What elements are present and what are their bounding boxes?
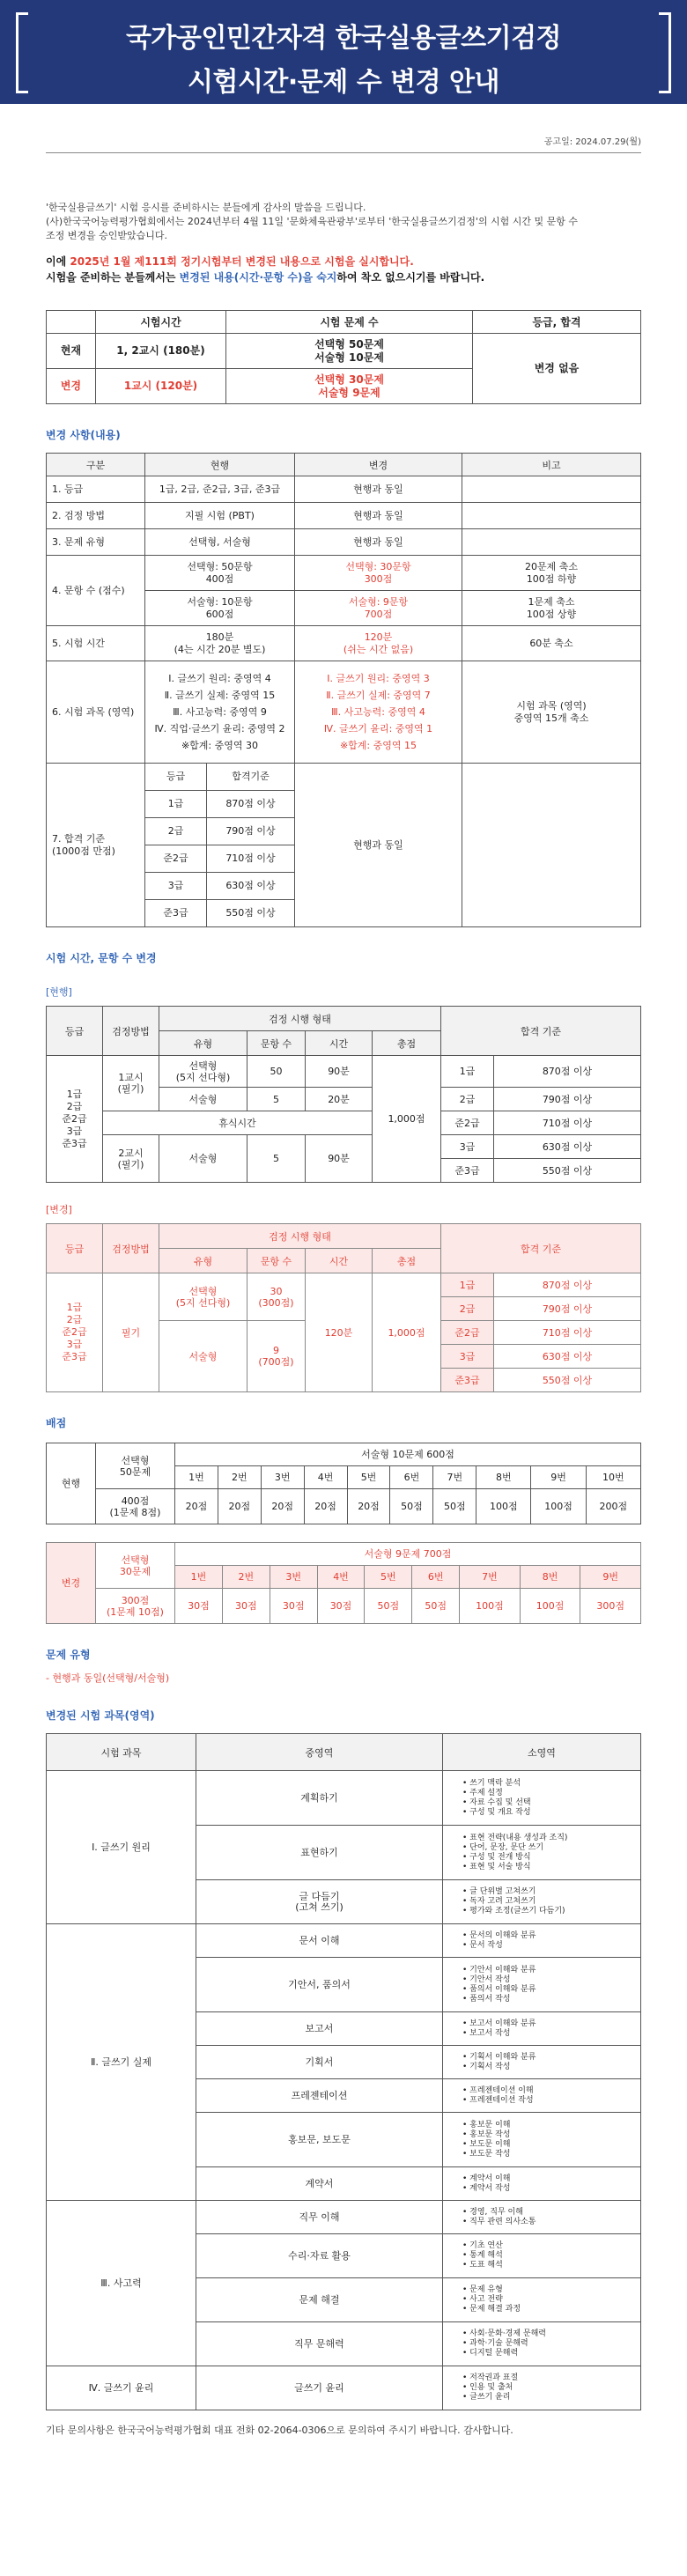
question-points: 100점 (476, 1489, 531, 1524)
subject-name: Ⅲ. 사고력 (47, 2201, 196, 2366)
sub-area-item: • 글 단위별 고쳐쓰기 (462, 1887, 633, 1897)
section-title: 변경 사항(내용) (46, 429, 121, 441)
question-number: 10번 (586, 1466, 640, 1489)
sub-area-item: • 표현 및 서술 방식 (462, 1863, 633, 1872)
summary-grade: 변경 없음 (473, 334, 641, 404)
changes-note: 시험 과목 (영역) 중영역 15개 축소 (462, 661, 641, 764)
pass-grade: 1급 (441, 1273, 494, 1297)
question-number: 3번 (270, 1566, 317, 1589)
section-title: 문제 유형 (46, 1649, 91, 1661)
period: 2교시 (필기) (103, 1135, 159, 1183)
col-header: 총점 (373, 1031, 441, 1056)
score-changed-table (46, 1542, 641, 1624)
question-number: 7번 (433, 1466, 476, 1489)
table-row (47, 2366, 641, 2410)
sub-area-item: • 인용 및 출처 (462, 2383, 633, 2393)
question-number: 1번 (175, 1466, 218, 1489)
changes-label: 2. 검정 방법 (47, 503, 145, 529)
sub-area-item: • 문서의 이해와 분류 (462, 1931, 633, 1941)
changes-label: 4. 문항 수 (점수) (47, 556, 145, 626)
pass-grade: 준2급 (441, 1321, 494, 1345)
col-header: 합격 기준 (441, 1007, 641, 1056)
question-points: 20점 (347, 1489, 390, 1524)
sub-area-list (443, 1958, 641, 2012)
changes-current: Ⅰ. 글쓰기 원리: 중영역 4 Ⅱ. 글쓰기 실제: 중영역 15 Ⅲ. 사고능력: 중영역 9 Ⅳ. 직업·글쓰기 윤리: 중영역 2 ※합계: 중영역 30 (145, 661, 295, 764)
essay-desc: 서술형 10문제 600점 (175, 1443, 641, 1466)
summary-header: 등급, 합격 (473, 311, 641, 334)
grade-list: 1급 2급 준2급 3급 준3급 (47, 1056, 103, 1183)
changes-table (46, 453, 641, 927)
sub-area-list (443, 1924, 641, 1958)
notice-text (46, 254, 641, 285)
summary-header: 시험시간 (96, 311, 226, 334)
question-number: 5번 (347, 1466, 390, 1489)
sub-area-item: • 계약서 이해 (462, 2174, 633, 2184)
select-points: 300점 (1문제 10점) (96, 1589, 175, 1624)
sub-area-item: • 단어, 문장, 문단 쓰기 (462, 1843, 633, 1853)
sub-area-list (443, 2167, 641, 2201)
section-title: 변경된 시험 과목(영역) (46, 1709, 155, 1722)
question-number: 9번 (531, 1466, 586, 1489)
sub-area-item: • 문제 유형 (462, 2285, 633, 2295)
col-header: 등급 (47, 1007, 103, 1056)
pass-score: 790점 이상 (494, 1297, 641, 1321)
grade-list: 1급 2급 준2급 3급 준3급 (47, 1273, 103, 1392)
pass-score: 870점 이상 (494, 1273, 641, 1297)
notice-highlight-blue: 변경된 내용(시간·문항 수)을 숙지 (179, 271, 337, 284)
sub-area-list (443, 2113, 641, 2167)
sub-area-item: • 기안서 작성 (462, 1975, 633, 1985)
question-points: 300점 (580, 1589, 641, 1624)
mid-area: 직무 문해력 (196, 2322, 443, 2366)
pass-grade: 준2급 (441, 1111, 494, 1135)
sub-area-item: • 기획서 작성 (462, 2063, 633, 2072)
question-type-text: - 현행과 동일(선택형/서술형) (46, 1672, 170, 1684)
sub-area-item: • 품의서 이해와 분류 (462, 1985, 633, 1995)
pass-score: 630점 이상 (494, 1345, 641, 1369)
table-row (47, 1924, 641, 1958)
question-number: 6번 (412, 1566, 460, 1589)
sub-area-item: • 평가와 조정(글쓰기 다듬기) (462, 1907, 633, 1916)
period: 1교시 (필기) (103, 1056, 159, 1111)
changes-header: 비고 (462, 454, 641, 476)
col-header: 검정 시행 형태 (159, 1224, 441, 1249)
question-points: 100점 (460, 1589, 521, 1624)
score-row-label: 변경 (47, 1543, 96, 1624)
changes-label: 3. 문제 유형 (47, 529, 145, 556)
question-points: 30점 (222, 1589, 270, 1624)
pass-grade: 2급 (441, 1297, 494, 1321)
notice-part: 시험을 준비하는 분들께서는 (46, 271, 180, 284)
col-header: 유형 (159, 1031, 247, 1056)
question-points: 20점 (261, 1489, 304, 1524)
pass-score: 710점 이상 (494, 1111, 641, 1135)
time-cell: 20분 (306, 1088, 373, 1111)
col-header: 합격 기준 (441, 1224, 641, 1273)
subject-name: Ⅳ. 글쓰기 윤리 (47, 2366, 196, 2410)
sub-area-item: • 보도문 이해 (462, 2140, 633, 2150)
mid-area: 기안서, 품의서 (196, 1958, 443, 2012)
question-points: 20점 (218, 1489, 261, 1524)
type-cell: 서술형 (159, 1321, 247, 1392)
col-header: 소영역 (443, 1734, 641, 1771)
sub-area-item: • 기획서 이해와 분류 (462, 2053, 633, 2063)
page-title-line2: 시험시간·문제 수 변경 안내 (187, 67, 499, 98)
sub-area-list (443, 1826, 641, 1880)
changes-label: 7. 합격 기준 (1000점 만점) (47, 764, 145, 927)
sub-area-item: • 쓰기 맥락 분석 (462, 1779, 633, 1789)
footer-contact: 기타 문의사항은 한국국어능력평가협회 대표 전화 02-2064-0306으로 문의하여 주시기 바랍니다. 감사합니다. (46, 2425, 513, 2436)
count-cell: 5 (247, 1088, 306, 1111)
notice-highlight-red: 2025년 1월 제111회 정기시험부터 변경된 내용으로 시험을 실시합니다. (70, 255, 414, 268)
summary-header: 시험 문제 수 (226, 311, 473, 334)
pass-grade: 2급 (441, 1088, 494, 1111)
sub-area-item: • 저작권과 표절 (462, 2373, 633, 2383)
question-points: 100점 (520, 1589, 580, 1624)
sub-area-item: • 계약서 작성 (462, 2184, 633, 2194)
changes-note: 1문제 축소 100점 상향 (462, 591, 641, 626)
mid-area: 수리·자료 활용 (196, 2234, 443, 2278)
count-cell: 5 (247, 1135, 306, 1183)
changes-note (462, 476, 641, 503)
pass-grade: 3급 (441, 1345, 494, 1369)
sub-area-list (443, 2201, 641, 2234)
select-type: 선택형 30문제 (96, 1543, 175, 1589)
summary-questions: 선택형 50문제 서술형 10문제 (226, 334, 473, 369)
col-header: 중영역 (196, 1734, 443, 1771)
mid-area: 글쓰기 윤리 (196, 2366, 443, 2410)
section-title: 시험 시간, 문항 수 변경 (46, 952, 157, 964)
sub-area-list (443, 2278, 641, 2322)
question-number: 4번 (317, 1566, 365, 1589)
pass-score: 550점 이상 (494, 1159, 641, 1183)
select-type: 선택형 50문제 (96, 1443, 175, 1489)
question-points: 50점 (390, 1489, 433, 1524)
sub-area-item: • 홍보문 작성 (462, 2130, 633, 2140)
question-number: 2번 (222, 1566, 270, 1589)
summary-row-label: 현재 (47, 334, 96, 369)
mid-area: 보고서 (196, 2012, 443, 2046)
col-header: 시간 (306, 1249, 373, 1273)
changes-label: 6. 시험 과목 (영역) (47, 661, 145, 764)
pass-grade: 1급 (441, 1056, 494, 1088)
question-number: 2번 (218, 1466, 261, 1489)
mid-area: 표현하기 (196, 1826, 443, 1880)
question-number: 4번 (304, 1466, 347, 1489)
sub-area-item: • 프레젠테이션 이해 (462, 2086, 633, 2096)
sub-area-item: • 직무 관련 의사소통 (462, 2218, 633, 2227)
changed-label: [변경] (46, 1204, 72, 1215)
method-cell: 필기 (103, 1273, 159, 1392)
summary-row-label: 변경 (47, 369, 96, 404)
pass-grade: 3급 (441, 1135, 494, 1159)
sub-area-item: • 주제 설정 (462, 1789, 633, 1798)
sub-area-item: • 표현 전략(내용 생성과 조직) (462, 1834, 633, 1843)
table-row (47, 2201, 641, 2234)
sub-area-item: • 사회·문화·경제 문해력 (462, 2329, 633, 2339)
sub-area-item: • 독자 고려 고쳐쓰기 (462, 1897, 633, 1907)
changes-header: 구분 (47, 454, 145, 476)
notice-part: 이에 (46, 255, 70, 268)
publish-date: 공고일: 2024.07.29(월) (543, 137, 641, 147)
header-banner (0, 0, 687, 104)
sub-area-list (443, 1771, 641, 1826)
col-header: 총점 (373, 1249, 441, 1273)
sub-area-item: • 보고서 이해와 분류 (462, 2019, 633, 2029)
sub-area-item: • 자료 수집 및 선택 (462, 1798, 633, 1808)
col-header: 시간 (306, 1031, 373, 1056)
total-cell: 1,000점 (373, 1273, 441, 1392)
changes-current: 서술형: 10문항 600점 (145, 591, 295, 626)
mid-area: 기획서 (196, 2046, 443, 2079)
changes-new: 선택형: 30문항 300점 (295, 556, 462, 591)
pass-criteria-table: 등급 합격기준 1급 870점 이상 2급 790점 이상 준2급 710점 이상 3급 630점 이상 준3급 550점 이상 (144, 763, 295, 927)
changes-header: 현행 (145, 454, 295, 476)
mid-area: 프레젠테이션 (196, 2079, 443, 2113)
intro-line: 조정 변경을 승인받았습니다. (46, 230, 168, 241)
changes-header: 변경 (295, 454, 462, 476)
pass-score: 550점 이상 (494, 1369, 641, 1392)
sub-area-item: • 구성 및 전개 방식 (462, 1853, 633, 1863)
count-cell: 9 (700점) (247, 1321, 306, 1392)
sub-area-list (443, 2322, 641, 2366)
pass-score: 870점 이상 (494, 1056, 641, 1088)
subjects-table (46, 1733, 641, 2410)
sub-area-list (443, 1880, 641, 1924)
sub-area-item: • 기초 연산 (462, 2241, 633, 2251)
current-label: [현행] (46, 986, 72, 998)
intro-line: '한국실용글쓰기' 시험 응시를 준비하시는 분들에게 감사의 말씀을 드립니다. (46, 202, 366, 213)
col-header: 검정방법 (103, 1007, 159, 1056)
changes-note (462, 503, 641, 529)
col-header: 시험 과목 (47, 1734, 196, 1771)
mid-area: 계약서 (196, 2167, 443, 2201)
sub-area-item: • 구성 및 개요 작성 (462, 1808, 633, 1818)
score-row-label: 현행 (47, 1443, 96, 1524)
sub-area-item: • 품의서 작성 (462, 1995, 633, 2004)
essay-desc: 서술형 9문제 700점 (175, 1543, 641, 1566)
sub-area-item: • 디지털 문해력 (462, 2349, 633, 2358)
intro-text (46, 201, 641, 243)
count-cell: 50 (247, 1056, 306, 1088)
changes-current: 선택형: 50문항 400점 (145, 556, 295, 591)
changes-new: 현행과 동일 (295, 764, 462, 927)
sub-area-item: • 글쓰기 윤리 (462, 2393, 633, 2403)
question-points: 50점 (433, 1489, 476, 1524)
pass-grade: 준3급 (441, 1159, 494, 1183)
changes-note (462, 764, 641, 927)
sub-area-item: • 문서 작성 (462, 1941, 633, 1951)
changes-label: 5. 시험 시간 (47, 626, 145, 661)
score-current-table (46, 1443, 641, 1524)
changes-current: 선택형, 서술형 (145, 529, 295, 556)
sub-area-list (443, 2366, 641, 2410)
sub-area-item: • 과학·기술 문해력 (462, 2339, 633, 2349)
summary-header (47, 311, 96, 334)
subject-name: Ⅰ. 글쓰기 원리 (47, 1771, 196, 1924)
sub-area-item: • 보도문 작성 (462, 2150, 633, 2159)
question-points: 100점 (531, 1489, 586, 1524)
time-cell: 90분 (306, 1135, 373, 1183)
changes-current: 180분 (4는 시간 20분 별도) (145, 626, 295, 661)
pass-score: 790점 이상 (494, 1088, 641, 1111)
changes-new: 120분 (쉬는 시간 없음) (295, 626, 462, 661)
type-cell: 선택형 (5지 선다형) (159, 1056, 247, 1088)
changes-note: 20문제 축소 100점 하향 (462, 556, 641, 591)
sub-area-list (443, 2046, 641, 2079)
time-cell: 90분 (306, 1056, 373, 1088)
sub-area-item: • 사고 전략 (462, 2295, 633, 2305)
sub-area-item: • 문제 해결 과정 (462, 2305, 633, 2314)
time-cell: 120분 (306, 1273, 373, 1392)
col-header: 등급 (47, 1224, 103, 1273)
type-cell: 선택형 (5지 선다형) (159, 1273, 247, 1321)
summary-time: 1교시 (120분) (96, 369, 226, 404)
summary-questions: 선택형 30문제 서술형 9문제 (226, 369, 473, 404)
sub-area-list (443, 2234, 641, 2278)
changes-new: 현행과 동일 (295, 476, 462, 503)
changes-current: 지필 시험 (PBT) (145, 503, 295, 529)
col-header: 유형 (159, 1249, 247, 1273)
type-cell: 서술형 (159, 1135, 247, 1183)
question-number: 3번 (261, 1466, 304, 1489)
question-points: 200점 (586, 1489, 640, 1524)
sub-area-list (443, 2079, 641, 2113)
changes-label: 1. 등급 (47, 476, 145, 503)
section-title: 배점 (46, 1417, 67, 1429)
sub-area-item: • 기안서 이해와 분류 (462, 1966, 633, 1975)
question-points: 30점 (175, 1589, 223, 1624)
changes-new: Ⅰ. 글쓰기 원리: 중영역 3 Ⅱ. 글쓰기 실제: 중영역 7 Ⅲ. 사고능력: 중영역 4 Ⅳ. 글쓰기 윤리: 중영역 1 ※합계: 중영역 15 (295, 661, 462, 764)
page-title-line1: 국가공인민간자격 한국실용글쓰기검정 (125, 23, 562, 54)
changed-exam-table (46, 1223, 641, 1392)
changes-note: 60분 축소 (462, 626, 641, 661)
sub-area-item: • 홍보문 이해 (462, 2121, 633, 2130)
summary-table (46, 310, 641, 404)
sub-area-list (443, 2012, 641, 2046)
question-points: 20점 (304, 1489, 347, 1524)
sub-area-item: • 프레젠테이션 작성 (462, 2096, 633, 2106)
question-number: 1번 (175, 1566, 223, 1589)
rest-time: 휴식시간 (103, 1111, 373, 1135)
col-header: 문항 수 (247, 1249, 306, 1273)
question-number: 8번 (520, 1566, 580, 1589)
subject-name: Ⅱ. 글쓰기 실제 (47, 1924, 196, 2201)
notice-part: 하여 착오 없으시기를 바랍니다. (336, 271, 485, 284)
pass-score: 630점 이상 (494, 1135, 641, 1159)
question-points: 20점 (175, 1489, 218, 1524)
current-exam-table (46, 1006, 641, 1183)
question-number: 9번 (580, 1566, 641, 1589)
intro-line: (사)한국국어능력평가협회에서는 2024년부터 4월 11일 '문화체육관광부'로부터 '한국실용글쓰기검정'의 시험 시간 및 문항 수 (46, 216, 579, 227)
question-number: 7번 (460, 1566, 521, 1589)
bracket-right-decoration (659, 12, 671, 93)
changes-new: 현행과 동일 (295, 503, 462, 529)
sub-area-item: • 도표 해석 (462, 2261, 633, 2270)
bracket-left-decoration (16, 12, 28, 93)
col-header: 문항 수 (247, 1031, 306, 1056)
divider (46, 152, 641, 153)
total-cell: 1,000점 (373, 1056, 441, 1183)
col-header: 검정 시행 형태 (159, 1007, 441, 1031)
changes-note (462, 529, 641, 556)
table-row (47, 1771, 641, 1826)
mid-area: 문서 이해 (196, 1924, 443, 1958)
type-cell: 서술형 (159, 1088, 247, 1111)
mid-area: 직무 이해 (196, 2201, 443, 2234)
mid-area: 계획하기 (196, 1771, 443, 1826)
mid-area: 홍보문, 보도문 (196, 2113, 443, 2167)
select-points: 400점 (1문제 8점) (96, 1489, 175, 1524)
question-number: 5번 (365, 1566, 412, 1589)
pass-score: 710점 이상 (494, 1321, 641, 1345)
changes-current: 1급, 2급, 준2급, 3급, 준3급 (145, 476, 295, 503)
mid-area: 문제 해결 (196, 2278, 443, 2322)
changes-new: 서술형: 9문항 700점 (295, 591, 462, 626)
question-number: 6번 (390, 1466, 433, 1489)
question-points: 30점 (317, 1589, 365, 1624)
question-points: 50점 (412, 1589, 460, 1624)
pass-grade: 준3급 (441, 1369, 494, 1392)
summary-time: 1, 2교시 (180분) (96, 334, 226, 369)
col-header: 검정방법 (103, 1224, 159, 1273)
question-number: 8번 (476, 1466, 531, 1489)
sub-area-item: • 보고서 작성 (462, 2029, 633, 2039)
pass-criteria-cell (145, 764, 295, 927)
count-cell: 30 (300점) (247, 1273, 306, 1321)
sub-area-item: • 경영, 직무 이해 (462, 2208, 633, 2218)
question-points: 50점 (365, 1589, 412, 1624)
mid-area: 글 다듬기 (고쳐 쓰기) (196, 1880, 443, 1924)
sub-area-item: • 통계 해석 (462, 2251, 633, 2261)
changes-new: 현행과 동일 (295, 529, 462, 556)
question-points: 30점 (270, 1589, 317, 1624)
